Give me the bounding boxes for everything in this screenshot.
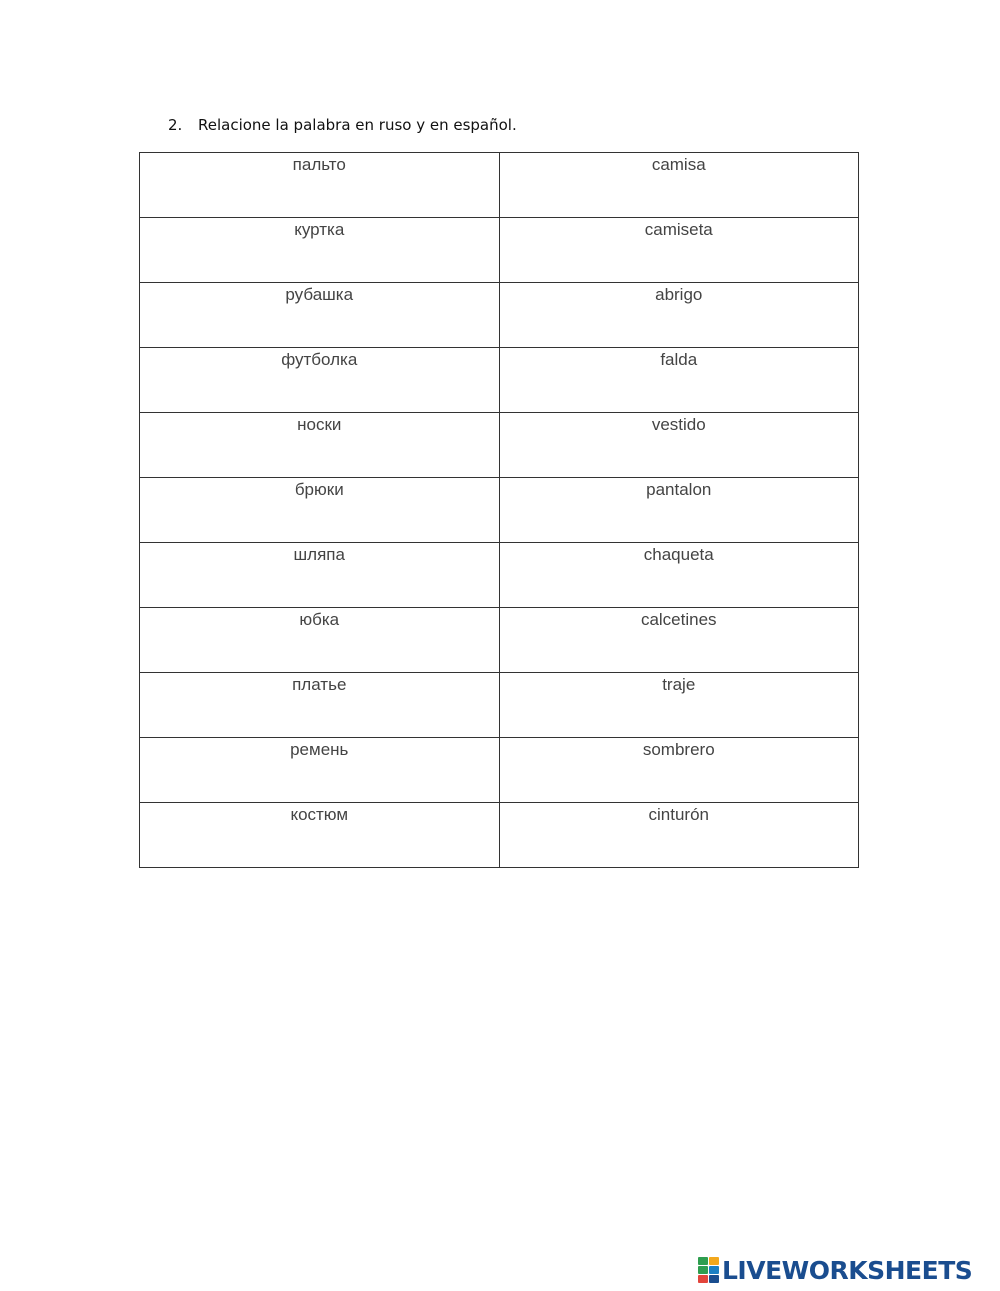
- matching-table-body: [140, 153, 859, 868]
- spanish-word: traje: [662, 675, 696, 694]
- russian-word-cell: [140, 413, 500, 478]
- russian-word: платье: [292, 675, 347, 694]
- spanish-word: camisa: [651, 155, 706, 174]
- spanish-word-cell: [499, 608, 859, 673]
- russian-word: куртка: [294, 220, 345, 239]
- table-row: [140, 218, 859, 283]
- spanish-word-cell: [499, 803, 859, 868]
- logo-block: [709, 1266, 719, 1274]
- table-row: [140, 608, 859, 673]
- russian-word: носки: [297, 415, 342, 434]
- spanish-word: falda: [660, 350, 698, 369]
- logo-block: [709, 1275, 719, 1283]
- table-row: [140, 283, 859, 348]
- matching-table: [139, 152, 859, 868]
- instruction-text: Relacione la palabra en ruso y en español.: [198, 116, 517, 134]
- table-row: [140, 738, 859, 803]
- spanish-word-cell: [499, 543, 859, 608]
- russian-word-cell: [140, 478, 500, 543]
- russian-word-cell: [140, 153, 500, 218]
- spanish-word: calcetines: [640, 610, 717, 629]
- russian-word: шляпа: [293, 545, 345, 564]
- russian-word-cell: [140, 673, 500, 738]
- russian-word: брюки: [294, 480, 344, 499]
- spanish-word-cell: [499, 218, 859, 283]
- logo-block: [698, 1257, 708, 1265]
- spanish-word: vestido: [651, 415, 706, 434]
- russian-word: ремень: [290, 740, 349, 759]
- spanish-word: camiseta: [644, 220, 713, 239]
- logo-block: [698, 1266, 708, 1274]
- table-row: [140, 803, 859, 868]
- spanish-word-cell: [499, 738, 859, 803]
- table-row: [140, 543, 859, 608]
- russian-word-cell: [140, 738, 500, 803]
- logo-block: [709, 1257, 719, 1265]
- spanish-word: cinturón: [648, 805, 709, 824]
- instruction: [168, 116, 517, 134]
- russian-word-cell: [140, 283, 500, 348]
- logo-block: [698, 1275, 708, 1283]
- russian-word: футболка: [281, 350, 358, 369]
- spanish-word: pantalon: [646, 480, 712, 499]
- table-row: [140, 348, 859, 413]
- spanish-word: abrigo: [655, 285, 703, 304]
- spanish-word: sombrero: [642, 740, 715, 759]
- logo-text: LIVEWORKSHEETS: [722, 1255, 973, 1285]
- russian-word: пальто: [292, 155, 346, 174]
- spanish-word-cell: [499, 153, 859, 218]
- spanish-word-cell: [499, 283, 859, 348]
- russian-word-cell: [140, 803, 500, 868]
- spanish-word-cell: [499, 478, 859, 543]
- liveworksheets-logo: [698, 1256, 972, 1284]
- russian-word-cell: [140, 348, 500, 413]
- spanish-word-cell: [499, 348, 859, 413]
- russian-word: костюм: [290, 805, 349, 824]
- russian-word: юбка: [299, 610, 340, 629]
- logo-blocks-icon: [698, 1257, 719, 1283]
- spanish-word: chaqueta: [643, 545, 714, 564]
- table-row: [140, 153, 859, 218]
- russian-word-cell: [140, 543, 500, 608]
- spanish-word-cell: [499, 413, 859, 478]
- table-row: [140, 673, 859, 738]
- russian-word-cell: [140, 218, 500, 283]
- table-row: [140, 413, 859, 478]
- russian-word: рубашка: [285, 285, 354, 304]
- russian-word-cell: [140, 608, 500, 673]
- instruction-number: 2.: [168, 116, 183, 134]
- table-row: [140, 478, 859, 543]
- spanish-word-cell: [499, 673, 859, 738]
